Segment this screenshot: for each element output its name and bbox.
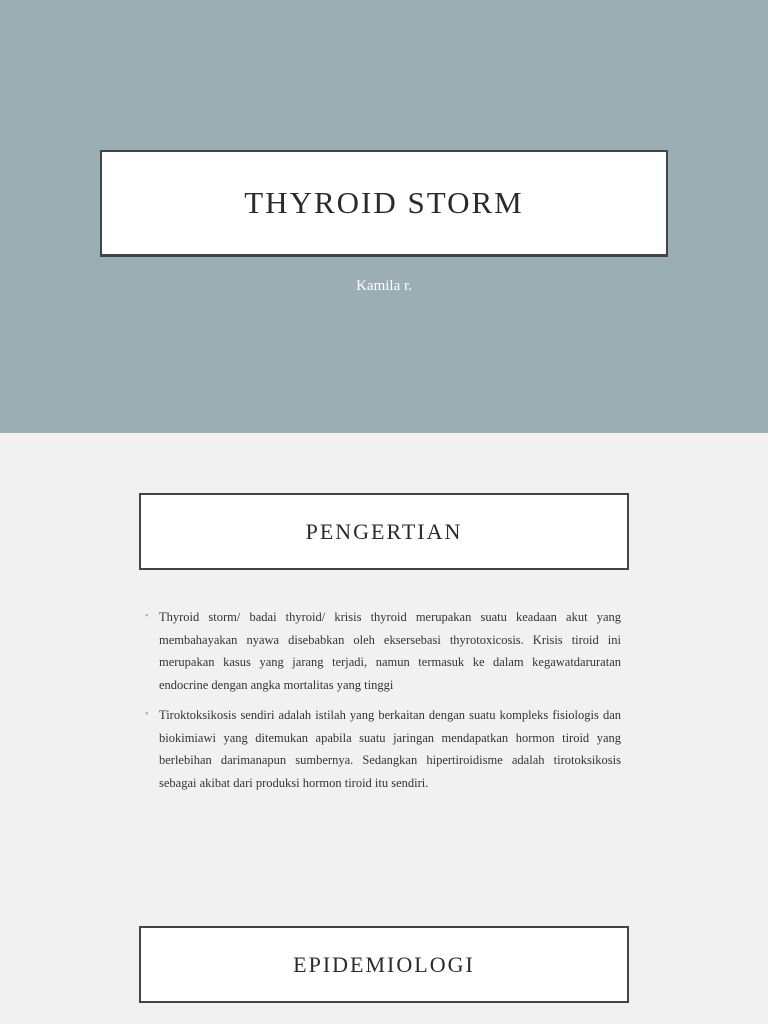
section-heading-box	[139, 926, 629, 1003]
list-item	[145, 606, 621, 697]
bullet-text: Thyroid storm/ badai thyroid/ krisis thyroid merupakan suatu keadaan akut yang membahayakan nyawa disebabkan oleh eksersebasi thyrotoxicosis. Krisis tiroid ini merupakan kasus yang jarang terjadi, namun termasuk ke dalam kegawatdaruratan endocrine dengan angka mortalitas yang tinggi	[159, 610, 621, 693]
list-item	[145, 704, 621, 795]
section-heading-epidemiologi: EPIDEMIOLOGI	[293, 951, 475, 977]
bullet-text: Tiroktoksikosis sendiri adalah istilah yang berkaitan dengan suatu kompleks fisiologis dan biokimiawi yang ditemukan apabila suatu jaringan mendapatkan hormon tiroid yang berlebihan darimanapun sumbernya. Sedangkan hipertiroidisme adalah tirotoksikosis sebagai akibat dari produksi hormon tiroid itu sendiri.	[159, 707, 621, 790]
title-slide	[0, 0, 768, 433]
section-heading-box	[139, 493, 629, 570]
bullet-list	[145, 606, 621, 802]
section-heading-pengertian: PENGERTIAN	[305, 518, 463, 544]
title-box	[100, 150, 668, 257]
bullet-icon: •	[145, 708, 149, 720]
bullet-icon: •	[145, 611, 149, 622]
slide-title: THYROID STORM	[244, 185, 524, 220]
author-name: Kamila r.	[356, 278, 412, 294]
